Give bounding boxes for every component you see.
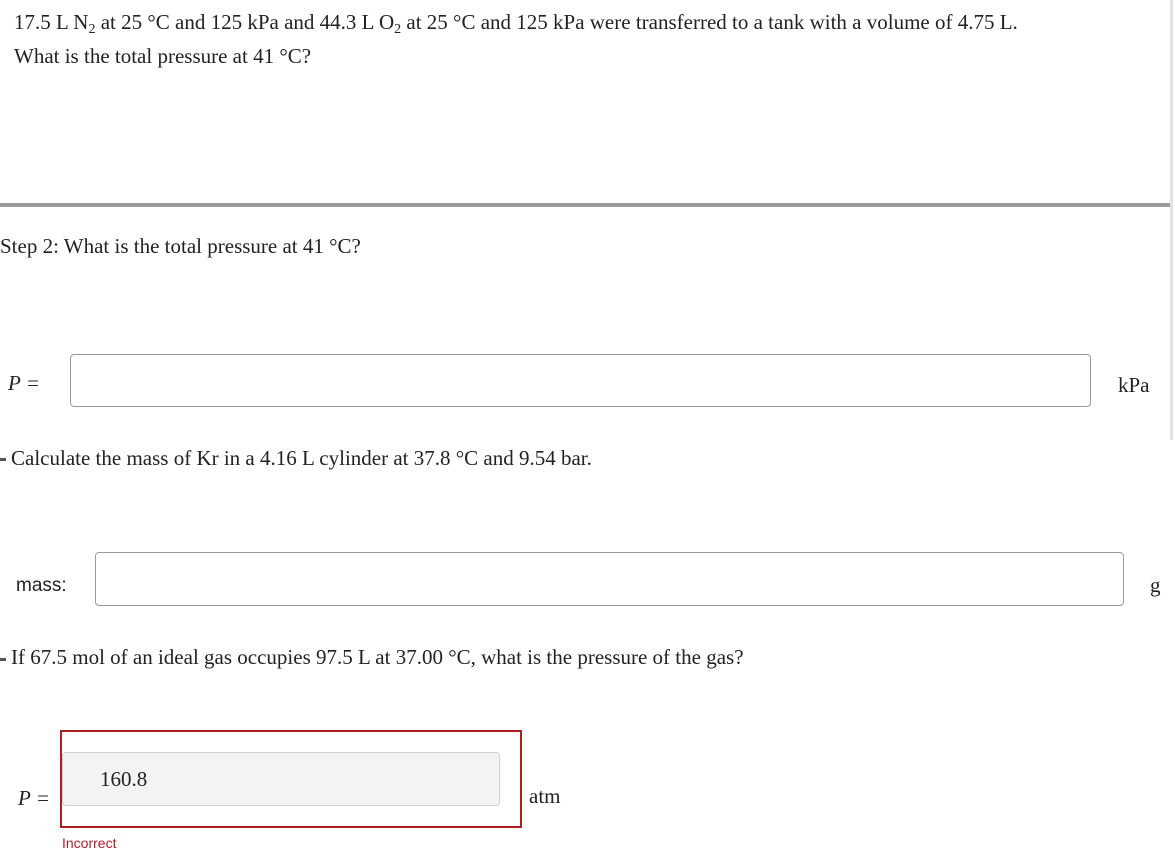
right-border (1170, 0, 1173, 440)
q1-text-a: 17.5 L N (14, 10, 89, 34)
question-2-bullet (0, 458, 6, 461)
question-3-text: If 67.5 mol of an ideal gas occupies 97.5 L at 37.00 °C, what is the pressure of the gas? (11, 645, 744, 669)
question-1-line-1 (14, 10, 1018, 38)
step-2-pressure-input[interactable] (70, 354, 1091, 407)
question-2-unit: g (1150, 573, 1161, 597)
question-2-text: Calculate the mass of Kr in a 4.16 L cylinder at 37.8 °C and 9.54 bar. (11, 446, 592, 470)
q1-text-b: at 25 °C and 125 kPa and 44.3 L O (95, 10, 395, 34)
q1-sub-n2: 2 (88, 22, 96, 37)
question-3-pressure-label: P = (18, 786, 50, 810)
question-3-pressure-value: 160.8 (100, 767, 148, 791)
question-3-pressure-input[interactable] (62, 752, 500, 806)
question-2-mass-input[interactable] (95, 552, 1124, 606)
step-2-title: Step 2: What is the total pressure at 41 °C? (0, 234, 361, 258)
question-3-bullet (0, 658, 6, 661)
question-3-status-incorrect: Incorrect (62, 835, 117, 851)
q1-sub-o2: 2 (394, 22, 402, 37)
step-2-unit: kPa (1118, 373, 1150, 397)
question-1-line-2: What is the total pressure at 41 °C? (14, 44, 312, 68)
section-divider (0, 203, 1170, 207)
question-3-unit: atm (529, 784, 561, 808)
question-2-mass-label: mass: (16, 575, 67, 596)
q1-text-c: at 25 °C and 125 kPa were transferred to a tank with a volume of 4.75 L. (401, 10, 1018, 34)
step-2-pressure-label: P = (8, 371, 40, 395)
